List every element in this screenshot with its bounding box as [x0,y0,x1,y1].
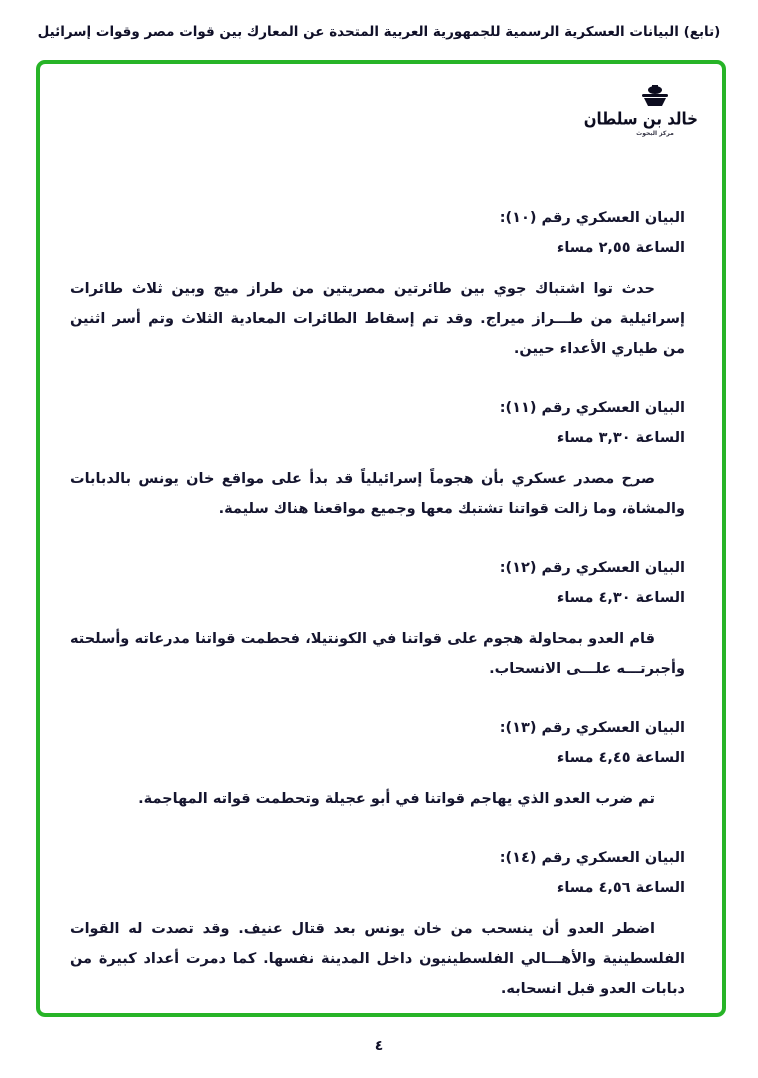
bulletin-time: الساعة ٢,٥٥ مساء [556,240,685,256]
bulletin-body: صرح مصدر عسكري بأن هجوماً إسرائيلياً قد بدأ على مواقع خان يونس بالدبابات والمشاة، وما زالت قواتنا تشتبك معها وجميع مواقعنا هناك سليمة. [70,471,685,517]
bulletin-body: اضطر العدو أن ينسحب من خان يونس بعد قتال عنيف. وقد تصدت له القوات الفلسطينية والأهـــالي الفلسطينيون داخل المدينة نفسها. كما دمرت أعداد كبيرة من دبابات العدو قبل انسحابه. [70,921,685,997]
bulletin-title: البيان العسكري رقم (١٠): [499,210,685,226]
bulletin-title: البيان العسكري رقم (١٤): [499,850,685,866]
bulletin [70,398,685,524]
document-header-title: (تابع) البيانات العسكرية الرسمية للجمهورية العربية المتحدة عن المعارك بين قوات مصر وقوات إسرائيل [37,24,721,40]
bulletin [70,718,685,814]
bulletin [70,558,685,684]
bulletin-body: حدث توا اشتباك جوي بين طائرتين مصريتين من طراز ميج وبين ثلاث طائرات إسرائيلية من طـــراز ميراج. وقد تم إسقاط الطائرات المعادية الثلاث وتم أسر اثنين من طياري الأعداء حيين. [70,281,685,357]
stamp-emblem-icon [638,84,672,110]
stamp-calligraphy: خالد بن سلطان [583,108,698,130]
bulletins-content [70,208,685,1038]
page-number: ٤ [374,1038,384,1054]
bulletin-title: البيان العسكري رقم (١١): [499,400,685,416]
bulletin-body: قام العدو بمحاولة هجوم على قواتنا في الكونتيلا، فحطمت قواتنا مدرعاته وأسلحته وأجبرتـــه علـــى الانسحاب. [70,631,685,677]
bulletin-time: الساعة ٣,٣٠ مساء [556,430,685,446]
bulletin-body: تم ضرب العدو الذي يهاجم قواتنا في أبو عجيلة وتحطمت قواته المهاجمة. [138,791,655,807]
bulletin-title: البيان العسكري رقم (١٣): [499,720,685,736]
bulletin-title: البيان العسكري رقم (١٢): [499,560,685,576]
bulletin [70,208,685,364]
bulletin [70,848,685,1004]
bulletin-time: الساعة ٤,٤٥ مساء [556,750,685,766]
bulletin-time: الساعة ٤,٣٠ مساء [556,590,685,606]
bulletin-time: الساعة ٤,٥٦ مساء [556,880,685,896]
stamp-subtext: مركز البحوث [636,129,674,137]
publisher-stamp [583,84,698,137]
